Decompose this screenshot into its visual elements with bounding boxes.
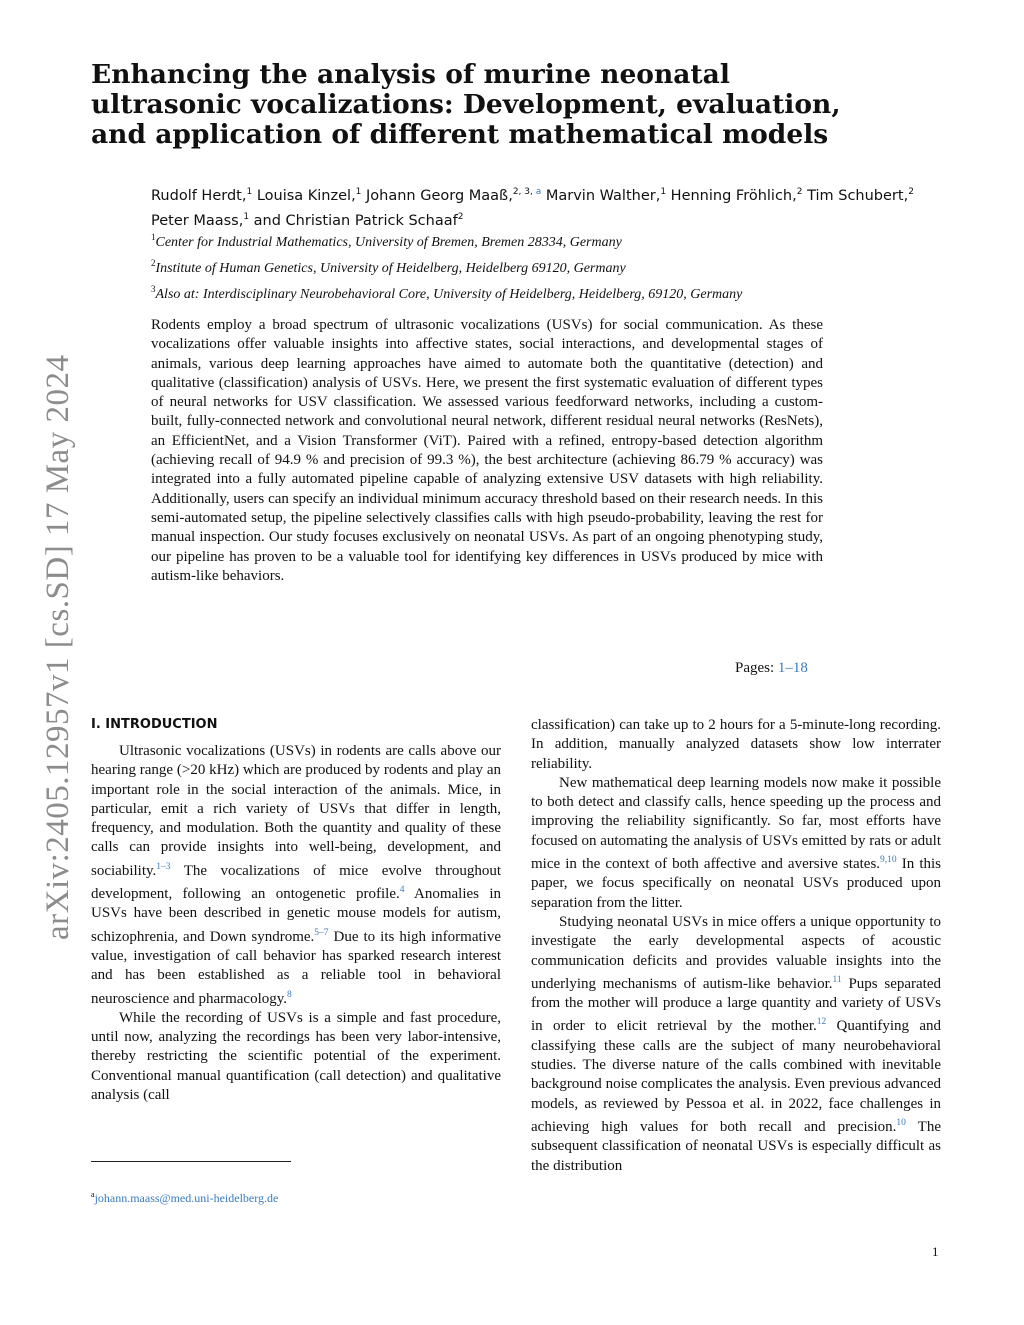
citation-link[interactable]: 1–3 — [156, 861, 171, 872]
author: Tim Schubert,$^2$ — [807, 187, 914, 204]
footnote-link[interactable]: a — [535, 187, 542, 197]
author: and Christian Patrick Schaaf$^2$ — [253, 212, 464, 229]
title-line: ultrasonic vocalizations: Development, evaluation, — [91, 89, 841, 120]
citation-link[interactable]: 5–7 — [314, 927, 329, 938]
citation-link[interactable]: 4 — [399, 885, 405, 896]
paragraph-text: The subsequent classification of neonatal USVs is especially difficult as the distribution — [531, 1118, 941, 1174]
paragraph-text: Due to its high informative value, investigation of call behavior has sparked research interest and has been established as a reliable tool in behavioral neuroscience and pharmacology. — [91, 928, 501, 1007]
title-line: Enhancing the analysis of murine neonatal — [91, 59, 730, 90]
affiliation: $^1$Center for Industrial Mathematics, University of Bremen, Bremen 28334, Germany — [151, 232, 622, 250]
body-paragraph — [91, 1009, 501, 1105]
citation-link[interactable]: 8 — [287, 989, 292, 1000]
footnote-marker: a — [91, 1190, 95, 1199]
paragraph-text: Anomalies in USVs have been described in genetic mouse models for autism, schizophrenia, and Down syndrome. — [91, 886, 502, 945]
author: Henning Fröhlich,$^2$ — [670, 187, 803, 204]
affiliation-list — [151, 227, 831, 305]
citation-link[interactable]: 11 — [832, 974, 842, 985]
body-paragraph — [531, 716, 941, 774]
left-column-body — [91, 742, 501, 1105]
citation-link[interactable]: 10 — [896, 1117, 906, 1128]
paragraph-text: Studying neonatal USVs in mice offers a unique opportunity to investigate the early developmental aspects of acoustic communication deficits and provides valuable insights into the underlying mechanisms of autism-like behavior. — [531, 913, 941, 992]
paragraph-text: While the recording of USVs is a simple and fast procedure, until now, analyzing the recordings has been very labor-intensive, thereby restricting the scientific potential of the experiment. Conventional manual quantification (call detection) and qualitative analysis (call — [91, 1009, 501, 1104]
arxiv-identifier-stamp: arXiv:2405.12957v1 [cs.SD] 17 May 2024 — [40, 354, 76, 940]
paragraph-text: Quantifying and classifying these calls are the subject of many neurobehavioral studies. The diverse nature of the calls combined with inevitable background noise complicates the analysis. Even previous advanced models, as reviewed by Pessoa et al. in 2022, face challenges in achieving high values for both recall and precision. — [531, 1018, 941, 1135]
author: Johann Georg Maaß,$^{2, 3, a}$ — [366, 187, 542, 204]
paragraph-text: Ultrasonic vocalizations (USVs) in rodents are calls above our hearing range (>20 kHz) which are produced by rodents and play an important role in the social interaction of the animals. Mice, in particular, emit a rich variety of USVs that differ in length, frequency, and modulation. Both the quantity and quality of these calls can provide insights into well-being, development, and sociability. — [91, 743, 501, 879]
paragraph-text: Pups separated from the mother will produce a large quantity and variety of USVs in order to elicit retrieval by the mother. — [531, 975, 941, 1035]
author: Louisa Kinzel,$^1$ — [256, 187, 362, 204]
author-list — [151, 182, 941, 232]
pages-label: Pages: — [735, 660, 775, 676]
title-line: and application of different mathematical models — [91, 119, 829, 150]
page-number: 1 — [932, 1244, 939, 1259]
left-column — [91, 716, 501, 1105]
pages-link[interactable]: 1–18 — [777, 660, 808, 676]
paragraph-text: classification) can take up to 2 hours for a 5-minute-long recording. In addition, manually analyzed datasets show low interrater reliability. — [531, 717, 941, 772]
citation-link[interactable]: 9,10 — [880, 855, 897, 866]
body-paragraph — [531, 774, 941, 913]
section-heading: I. INTRODUCTION — [91, 717, 218, 732]
body-paragraph — [91, 742, 501, 1009]
footnote-rule — [91, 1161, 291, 1162]
paper-title — [91, 60, 911, 150]
author: Marvin Walther,$^1$ — [545, 187, 667, 204]
page-range — [735, 660, 808, 677]
right-column-body — [531, 716, 941, 1176]
citation-link[interactable]: 12 — [816, 1017, 827, 1028]
footnote — [91, 1190, 278, 1206]
right-column — [531, 716, 941, 1176]
body-paragraph — [531, 913, 941, 1176]
abstract: Rodents employ a broad spectrum of ultrasonic vocalizations (USVs) for social communication. As these vocalizations offer valuable insights into affective states, social interactions, and developmental stages of animals, various deep learning approaches have aimed to automate both the quantitative (detection) and qualitative (classification) analysis of USVs. Here, we present the first systematic evaluation of different types of neural networks for USV classification. We assessed various feedforward networks, including a custom-built, fully-connected network and convolutional neural network, different residual neural networks (ResNets), an EfficientNet, and a Vision Transformer (ViT). Paired with a refined, entropy-based detection algorithm (achieving recall of 94.9 % and precision of 99.3 %), the best architecture (achieving 86.79 % accuracy) was integrated into a fully automated pipeline capable of analyzing extensive USV datasets with high reliability. Additionally, users can specify an individual minimum accuracy threshold based on their research needs. In this semi-automated setup, the pipeline selectively classifies calls with high pseudo-probability, leaving the rest for manual inspection. Our study focuses exclusively on neonatal USVs. As part of an ongoing phenotyping study, our pipeline has proven to be a valuable tool for identifying key differences in USVs produced by mice with autism-like behaviors. — [151, 317, 823, 584]
affiliation: $^3$Also at: Interdisciplinary Neurobehavioral Core, University of Heidelberg, Heidelberg, 69120, Germany — [151, 284, 743, 302]
author: Peter Maass,$^1$ — [151, 212, 250, 229]
paragraph-text: New mathematical deep learning models now make it possible to both detect and classify calls, hence speeding up the process and improving the reliability significantly. So far, most efforts have focused on automating the analysis of USVs emitted by rats or adult mice in the context of both affective and aversive states. — [531, 774, 941, 873]
affiliation: $^2$Institute of Human Genetics, University of Heidelberg, Heidelberg 69120, Germany — [151, 258, 626, 276]
author: Rudolf Herdt,$^1$ — [151, 187, 253, 204]
paragraph-text: In this paper, we focus specifically on neonatal USVs produced upon separation from the litter. — [531, 856, 941, 911]
email-link[interactable]: johann.maass@med.uni-heidelberg.de — [94, 1191, 279, 1205]
paragraph-text: The vocalizations of mice evolve throughout development, following an ontogenetic profile. — [91, 862, 501, 903]
